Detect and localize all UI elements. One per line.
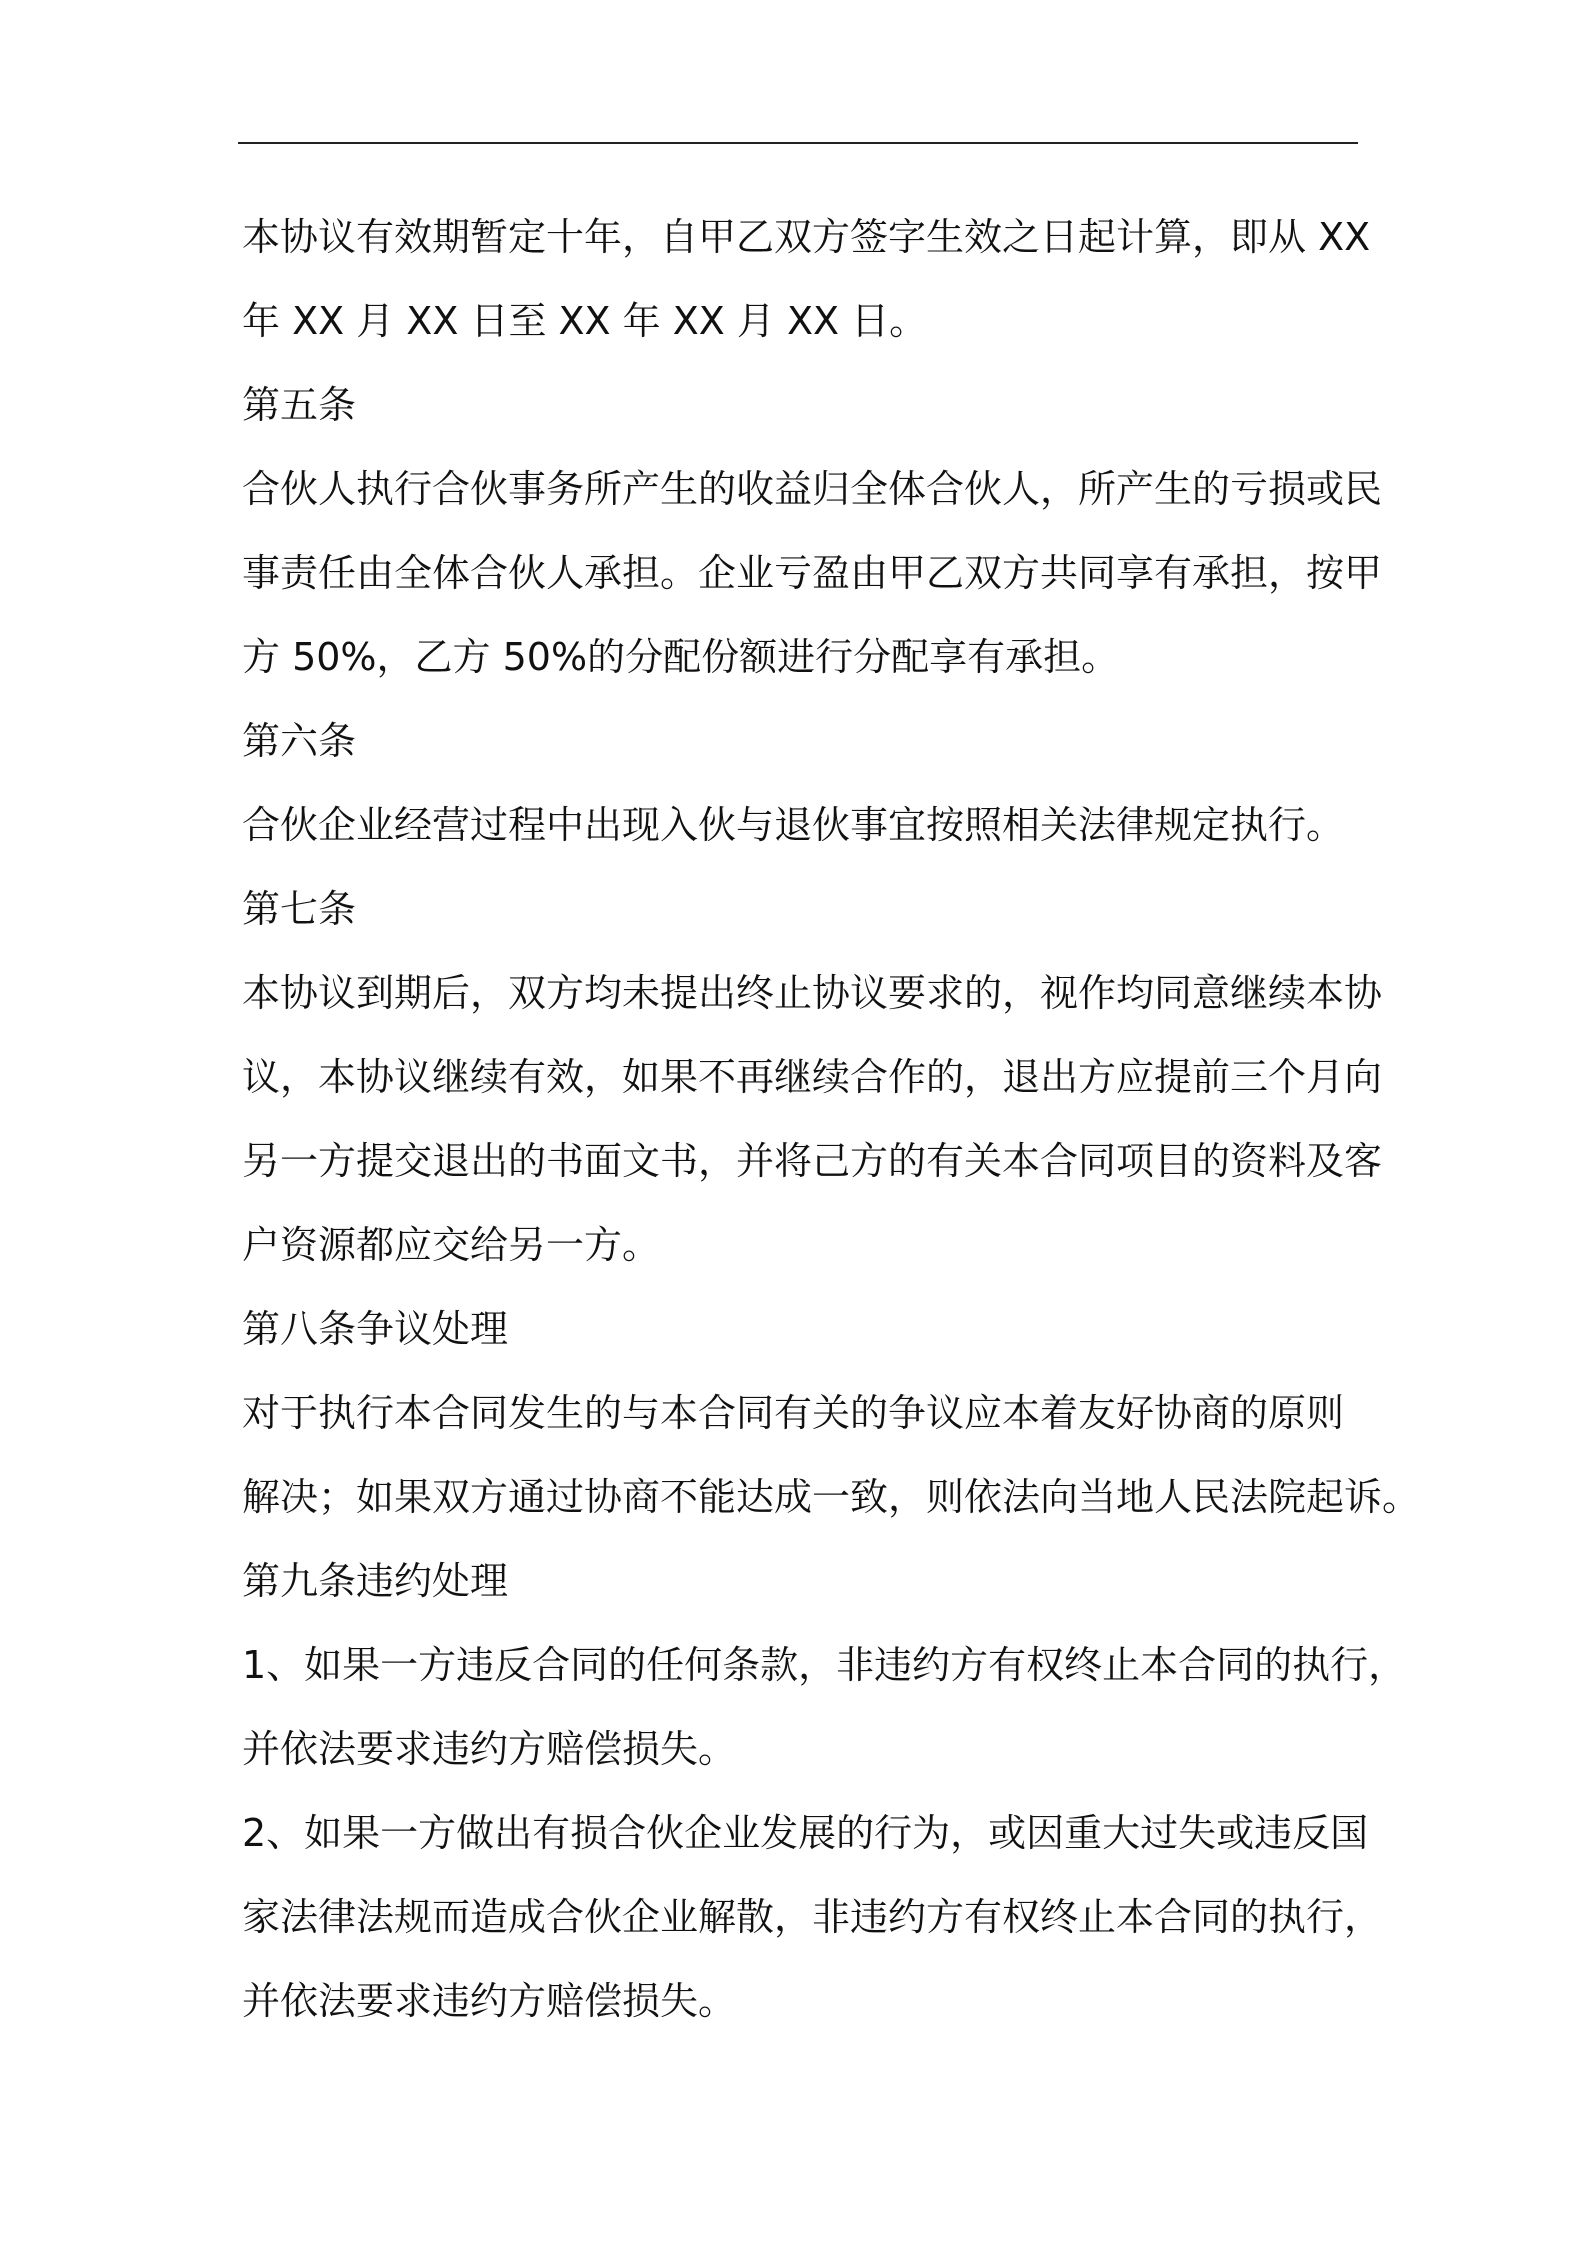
text-line: 并依法要求违约方赔偿损失。 — [242, 1979, 737, 2023]
text-line: 解决；如果双方通过协商不能达成一致，则依法向当地人民法院起诉。 — [242, 1475, 1421, 1519]
text-line: 户资源都应交给另一方。 — [242, 1223, 661, 1267]
text-line: 本协议到期后，双方均未提出终止协议要求的，视作均同意继续本协 — [242, 971, 1383, 1015]
article-heading: 第八条争议处理 — [242, 1307, 509, 1351]
text-line: 议，本协议继续有效，如果不再继续合作的，退出方应提前三个月向 — [242, 1055, 1383, 1099]
text-line: 对于执行本合同发生的与本合同有关的争议应本着友好协商的原则 — [242, 1391, 1345, 1435]
text-line: 事责任由全体合伙人承担。企业亏盈由甲乙双方共同享有承担，按甲 — [242, 551, 1383, 595]
text-line: 合伙企业经营过程中出现入伙与退伙事宜按照相关法律规定执行。 — [242, 803, 1345, 847]
text-line: 年 XX 月 XX 日至 XX 年 XX 月 XX 日。 — [242, 299, 928, 343]
text-line: 1、如果一方违反合同的任何条款，非违约方有权终止本合同的执行， — [242, 1643, 1407, 1687]
text-line: 方 50%，乙方 50%的分配份额进行分配享有承担。 — [242, 635, 1120, 679]
article-heading: 第七条 — [242, 887, 357, 931]
document-body — [242, 195, 1421, 2043]
text-line: 并依法要求违约方赔偿损失。 — [242, 1727, 737, 1771]
text-line: 合伙人执行合伙事务所产生的收益归全体合伙人，所产生的亏损或民 — [242, 467, 1383, 511]
article-heading: 第九条违约处理 — [242, 1559, 509, 1603]
article-heading: 第六条 — [242, 719, 357, 763]
text-line: 本协议有效期暂定十年，自甲乙双方签字生效之日起计算，即从 XX — [242, 215, 1371, 259]
header-rule — [238, 142, 1358, 144]
text-line: 另一方提交退出的书面文书，并将己方的有关本合同项目的资料及客 — [242, 1139, 1383, 1183]
text-line: 家法律法规而造成合伙企业解散，非违约方有权终止本合同的执行， — [242, 1895, 1383, 1939]
article-heading: 第五条 — [242, 383, 357, 427]
text-line: 2、如果一方做出有损合伙企业发展的行为，或因重大过失或违反国 — [242, 1811, 1369, 1855]
